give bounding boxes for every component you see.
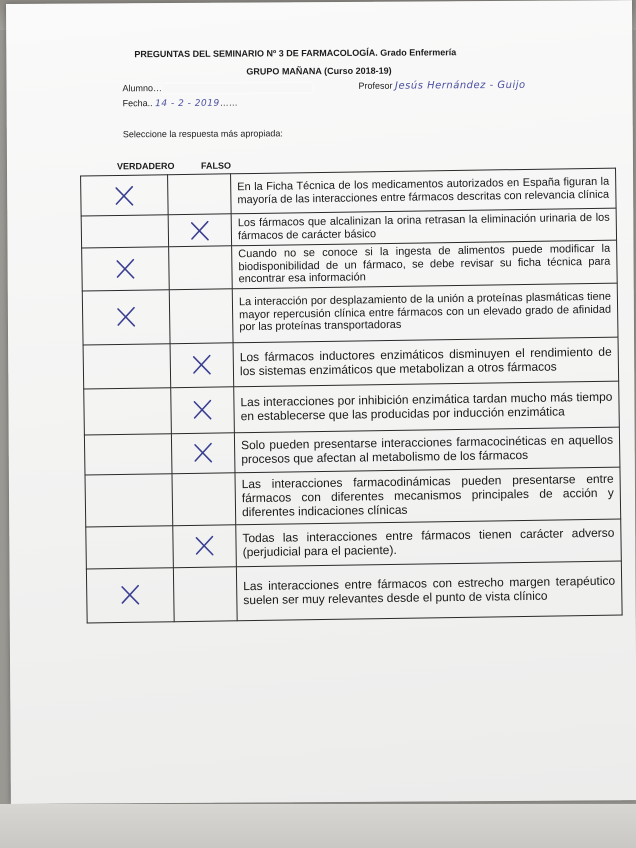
question-text: Los fármacos inductores enzimáticos disminuyen el rendimiento de los sistemas enzimáticos que metabolizan a otros fármacos: [233, 337, 619, 387]
false-answer-cell[interactable]: [173, 524, 237, 567]
x-mark-icon: [172, 440, 234, 465]
x-mark-icon: [83, 304, 169, 329]
false-answer-cell[interactable]: [170, 342, 234, 387]
question-row: [84, 381, 620, 435]
exam-title: PREGUNTAS DEL SEMINARIO Nº 3 DE FARMACOLOGÍA. Grado Enfermería: [134, 47, 457, 60]
redacted-name: [162, 83, 312, 93]
true-answer-cell[interactable]: [86, 567, 174, 622]
false-answer-cell[interactable]: [168, 214, 231, 247]
professor-name: Jesús Hernández - Guijo: [395, 79, 526, 92]
x-mark-icon: [87, 582, 173, 607]
true-answer-cell[interactable]: [82, 247, 170, 291]
true-answer-cell[interactable]: [81, 175, 169, 216]
exam-subtitle: GRUPO MAÑANA (Curso 2018-19): [246, 65, 392, 77]
false-answer-cell[interactable]: [169, 246, 233, 289]
questions-table: [80, 168, 623, 623]
question-text: Las interacciones por inhibición enzimática tardan mucho más tiempo en establecerse que las producidas por inducción enzimática: [234, 381, 620, 433]
question-text: Los fármacos que alcalinizan la orina retrasan la eliminación urinaria de los fármacos de carácter básico: [231, 208, 616, 246]
true-answer-cell[interactable]: [86, 525, 174, 568]
x-mark-icon: [173, 533, 235, 558]
x-mark-icon: [169, 218, 231, 243]
student-line: [122, 82, 312, 93]
true-answer-cell[interactable]: [82, 289, 170, 344]
false-answer-cell[interactable]: [171, 432, 235, 473]
false-answer-cell[interactable]: [172, 472, 236, 525]
false-answer-cell[interactable]: [171, 386, 235, 433]
false-answer-cell[interactable]: [168, 174, 232, 215]
question-text: Las interacciones entre fármacos con estrecho margen terapéutico suelen ser muy relevantes desde el punto de vista clínico: [236, 561, 622, 621]
question-text: Las interacciones farmacodinámicas pueden presentarse entre fármacos con diferentes mecanismos principales de acción y diferentes indicaciones clínicas: [235, 467, 621, 525]
date-line: Fecha.. 14 - 2 - 2019……: [122, 97, 238, 110]
true-answer-cell[interactable]: [84, 387, 172, 434]
question-row: [83, 337, 619, 389]
date-label: Fecha: [122, 98, 148, 109]
question-text: En la Ficha Técnica de los medicamentos autorizados en España figuran la mayoría de las interacciones entre fármacos descritas con relevancia clínica: [231, 168, 617, 214]
x-mark-icon: [82, 256, 168, 281]
true-answer-cell[interactable]: [81, 215, 168, 248]
date-value: 14 - 2 - 2019: [155, 98, 220, 110]
question-row: [85, 467, 621, 527]
true-answer-cell[interactable]: [84, 433, 172, 474]
question-text: Cuando no se conoce si la ingesta de alimentos puede modificar la biodisponibilidad de un fármaco, se debe revisar su ficha técnica para encontrar esa información: [232, 240, 618, 288]
professor-line: [358, 80, 525, 92]
question-row: [86, 561, 622, 623]
x-mark-icon: [171, 352, 233, 377]
false-answer-cell[interactable]: [173, 566, 237, 621]
professor-label: Profesor: [358, 80, 393, 91]
question-text: Solo pueden presentarse interacciones farmacocinéticas en aquellos procesos que afectan al metabolismo de los fármacos: [234, 427, 620, 473]
question-text: La interacción por desplazamiento de la unión a proteínas plasmáticas tiene mayor repercusión clínica entre fármacos con un elevado grado de afinidad por las proteínas transportadoras: [232, 283, 618, 343]
desk-surface: [0, 804, 636, 848]
true-column-header: VERDADERO: [116, 160, 175, 172]
exam-sheet: [6, 0, 636, 804]
question-text: Todas las interacciones entre fármacos tienen carácter adverso (perjudicial para el paciente).: [236, 519, 622, 567]
question-row: [82, 283, 618, 345]
false-column-header: FALSO: [200, 160, 232, 171]
x-mark-icon: [171, 397, 233, 422]
true-answer-cell[interactable]: [83, 343, 171, 388]
x-mark-icon: [81, 183, 167, 208]
false-answer-cell[interactable]: [169, 288, 233, 343]
true-answer-cell[interactable]: [85, 473, 173, 526]
instructions-text: Seleccione la respuesta más apropiada:: [122, 128, 283, 140]
student-label: Alumno…: [122, 83, 163, 94]
